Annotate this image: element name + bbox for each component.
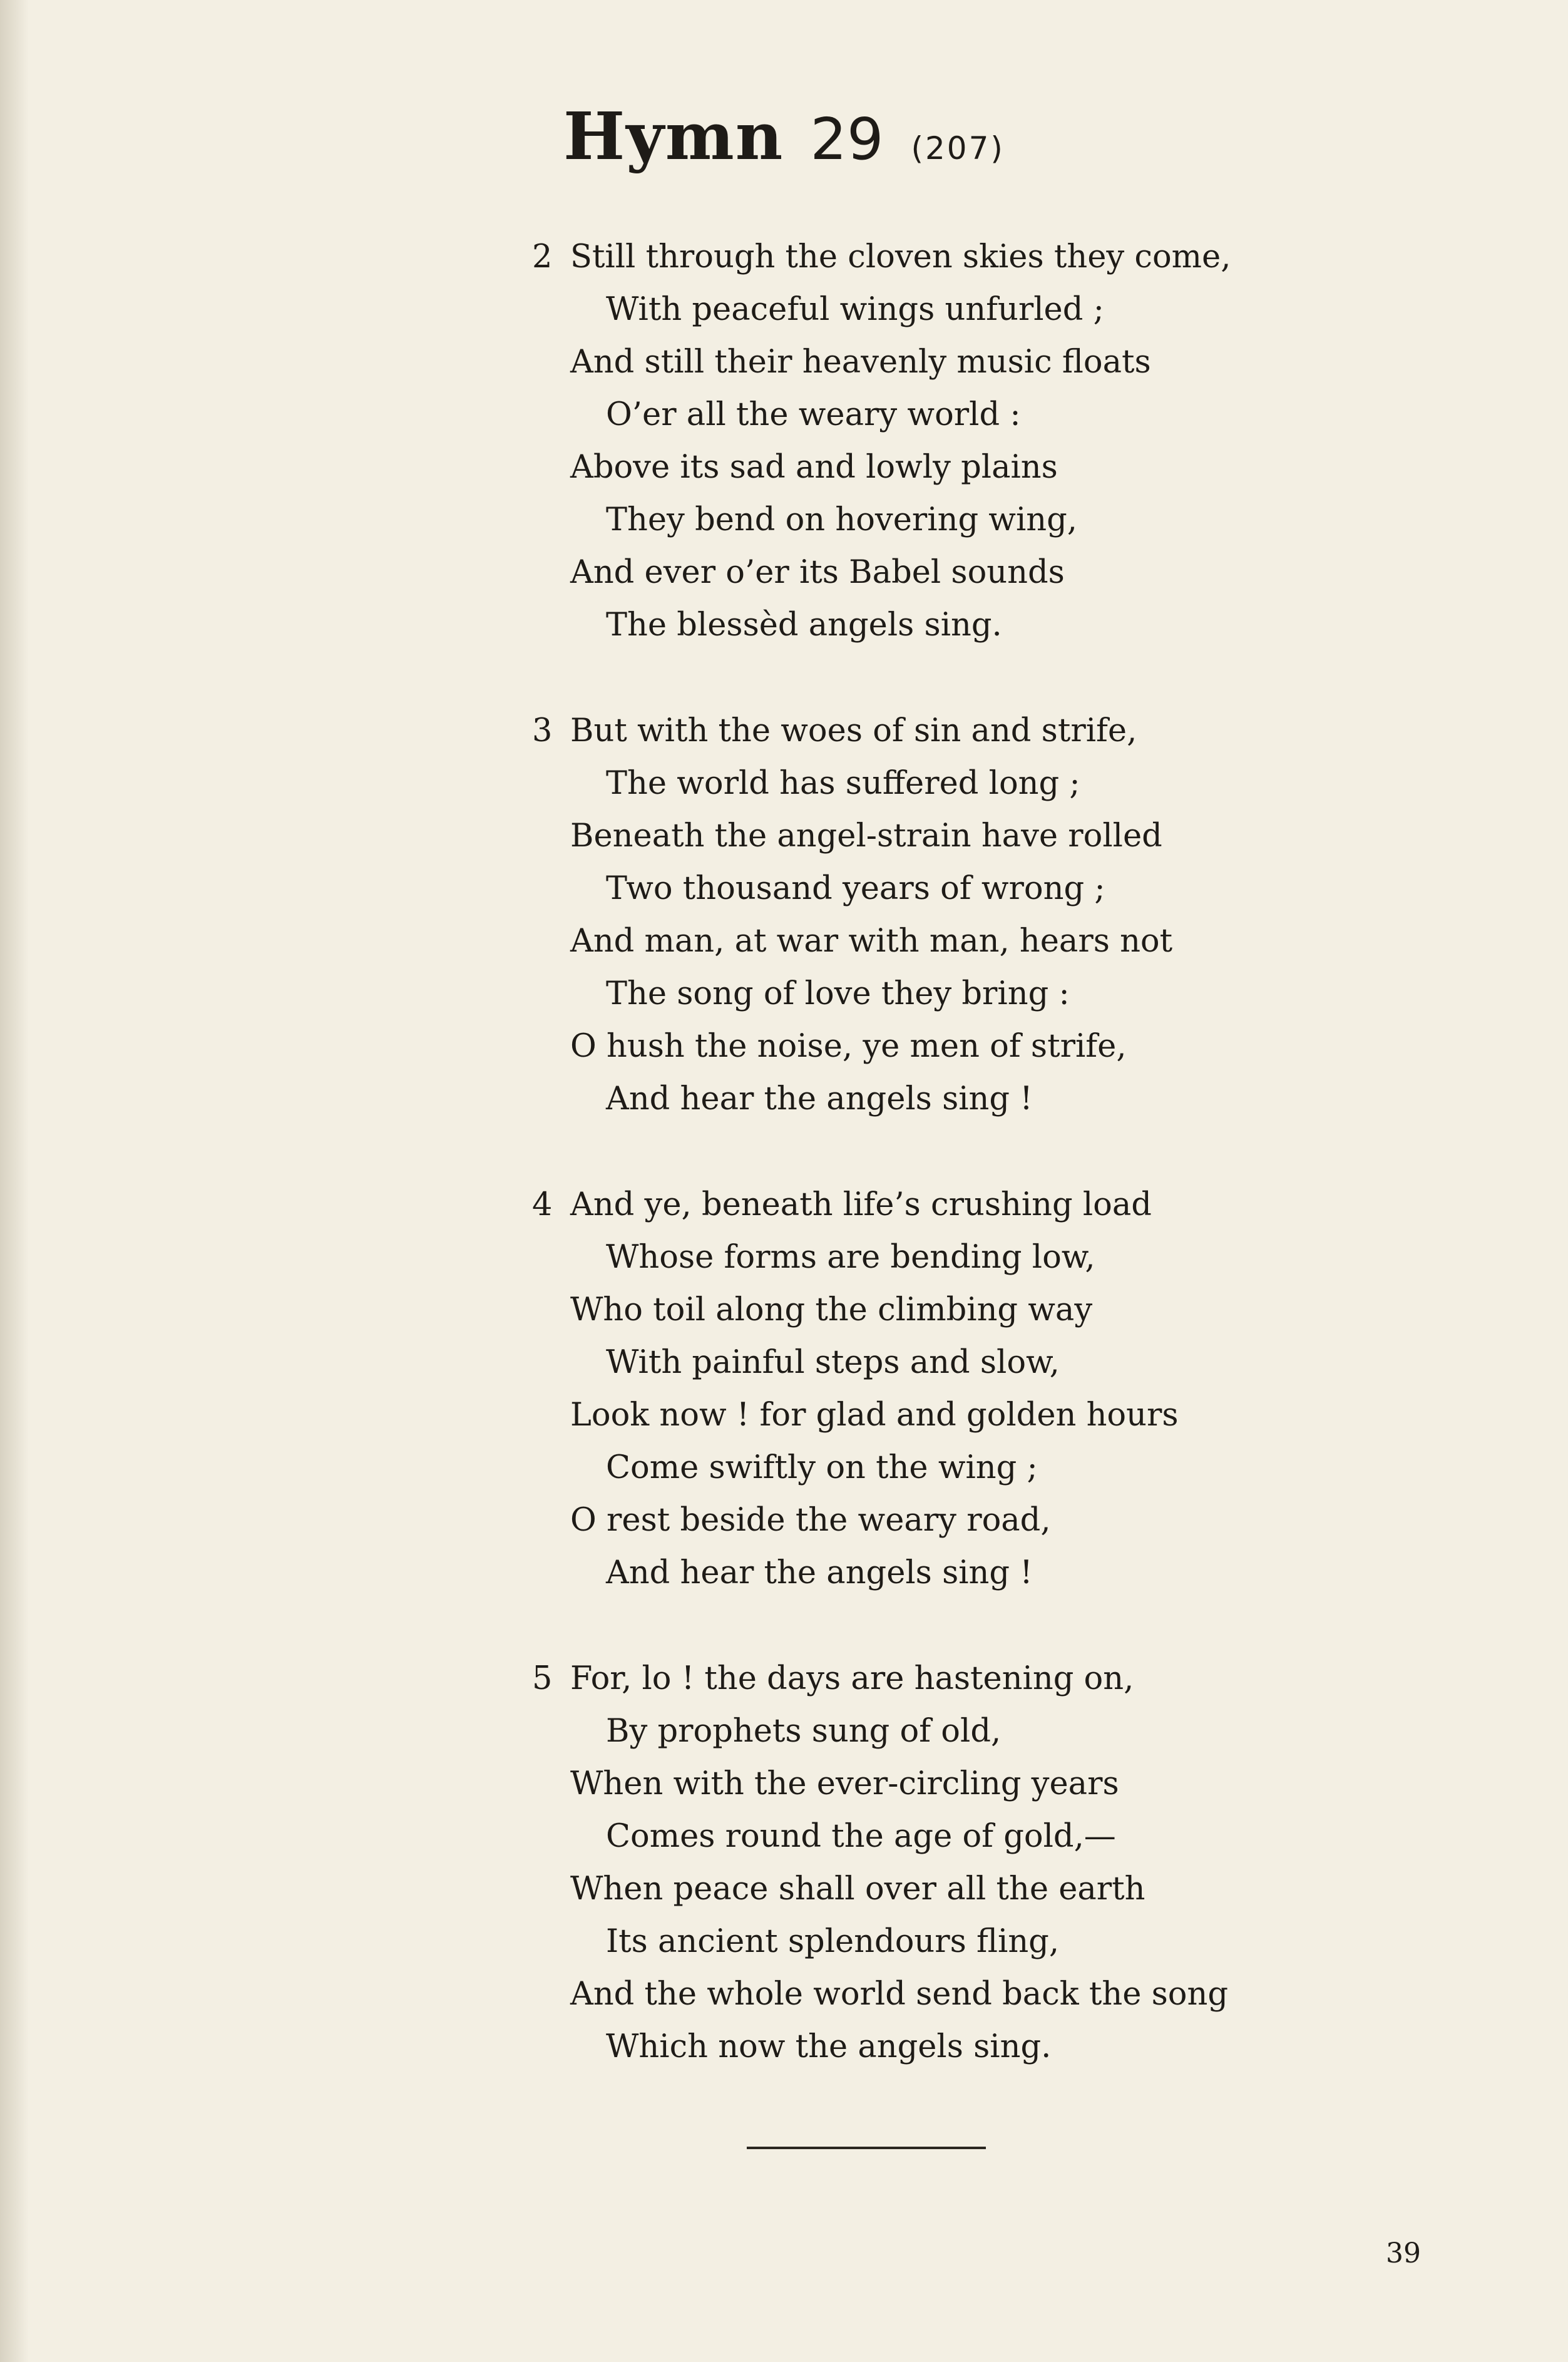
verse-line: And the whole world send back the song: [570, 1976, 1228, 2013]
verse-number: 5: [532, 1660, 553, 1697]
verse-line: And man, at war with man, hears not: [570, 923, 1173, 960]
verse-line: And ever o’er its Babel sounds: [570, 554, 1065, 591]
verse-line: O rest beside the weary road,: [570, 1502, 1051, 1539]
verse-line: The song of love they bring :: [606, 975, 1070, 1012]
verse-line: When with the ever-circling years: [570, 1765, 1119, 1802]
verse-line: O hush the noise, ye men of strife,: [570, 1028, 1127, 1065]
verse-number: 3: [532, 712, 553, 749]
verse-line: O’er all the weary world :: [606, 396, 1021, 433]
verse-line: Whose forms are bending low,: [606, 1239, 1095, 1276]
verse-line: The blessèd angels sing.: [606, 607, 1002, 644]
verse-line: And hear the angels sing !: [606, 1554, 1033, 1591]
verse-line: Comes round the age of gold,—: [606, 1818, 1116, 1855]
end-rule: [747, 2147, 986, 2149]
verse-line: Above its sad and lowly plains: [570, 449, 1058, 486]
verse-line: By prophets sung of old,: [606, 1713, 1002, 1750]
verse-line: Who toil along the climbing way: [570, 1291, 1093, 1328]
verse-line: Beneath the angel-strain have rolled: [570, 818, 1162, 855]
hymn-number: 29: [810, 106, 884, 173]
verse-line: Come swiftly on the wing ;: [606, 1449, 1038, 1486]
verse-line: Which now the angels sing.: [606, 2028, 1052, 2065]
book-spine-shadow: [0, 0, 29, 2362]
verse-line: Look now ! for glad and golden hours: [570, 1397, 1179, 1434]
verse-line: And ye, beneath life’s crushing load: [570, 1186, 1152, 1223]
verse-line: Its ancient splendours fling,: [606, 1923, 1060, 1960]
verse-line: For, lo ! the days are hastening on,: [570, 1660, 1134, 1697]
hymn-reference: (207): [911, 130, 1005, 167]
verse-line: And still their heavenly music floats: [570, 344, 1151, 381]
verse-line: With peaceful wings unfurled ;: [606, 291, 1104, 328]
verse-line: Still through the cloven skies they come,: [570, 239, 1231, 275]
hymn-title-word: Hymn: [563, 98, 784, 175]
verse-number: 2: [532, 239, 553, 275]
verse-line: The world has suffered long ;: [606, 765, 1080, 802]
verse-number: 4: [532, 1186, 553, 1223]
verse-line: And hear the angels sing !: [606, 1081, 1033, 1117]
verse-line: They bend on hovering wing,: [606, 501, 1077, 538]
hymn-title: [0, 74, 1568, 199]
verse-line: Two thousand years of wrong ;: [606, 870, 1105, 907]
verse-line: But with the woes of sin and strife,: [570, 712, 1137, 749]
verse-line: With painful steps and slow,: [606, 1344, 1060, 1381]
page-number: 39: [1386, 2237, 1421, 2269]
verse-line: When peace shall over all the earth: [570, 1871, 1145, 1908]
